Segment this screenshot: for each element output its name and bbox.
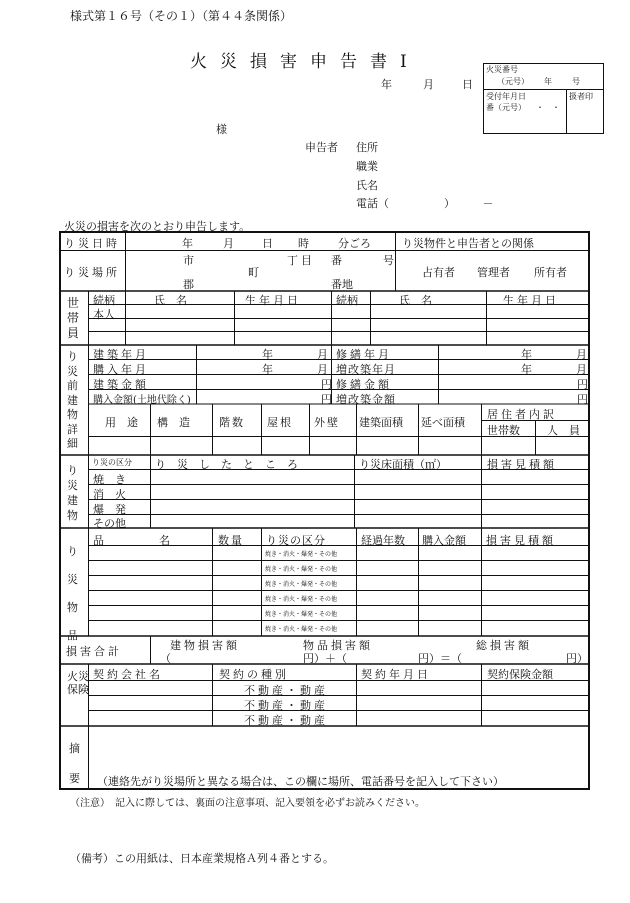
- type-extinguish: 消 火: [93, 488, 126, 501]
- type-other: その他: [93, 517, 126, 530]
- damage-type-header: り災の区分: [92, 458, 132, 467]
- goods-category-option: 焼き・消火・爆発・その他: [265, 596, 338, 603]
- damaged-goods-label: り災物品: [67, 545, 78, 642]
- goods-category-option: 焼き・消火・爆発・その他: [265, 566, 338, 573]
- goods-category-option: 焼き・消火・爆発・その他: [265, 611, 338, 618]
- place-go: 号: [383, 254, 394, 267]
- extension-cost-label: 増改築金額: [336, 393, 396, 406]
- type-explosion: 爆 発: [93, 503, 126, 516]
- remarks-note: （連絡先がり災場所と異なる場合は、この欄に場所、電話番号を記入して下さい）: [97, 775, 504, 788]
- owner-option: 所有者: [534, 266, 567, 279]
- purchase-cost-label: 購入金額(土地代除く): [93, 395, 191, 406]
- manager-option: 管理者: [477, 266, 510, 279]
- fire-number-era: （元号）: [497, 77, 529, 86]
- addressee-label: 様: [216, 123, 227, 136]
- reporter-name-label: 氏名: [356, 179, 378, 192]
- extension-year-label: 増改築年月: [336, 363, 396, 376]
- place-banchi: 番地: [331, 278, 353, 291]
- structure-header: 構 造: [157, 416, 190, 429]
- repair-cost-unit: 円: [577, 378, 588, 391]
- reporter-label: 申告者: [305, 141, 338, 154]
- building-cost-unit: 円: [321, 378, 332, 391]
- insurance-label-text: 火災保険: [67, 670, 89, 696]
- insurance-type-header: 契約の種別: [219, 668, 289, 681]
- total-overall-label: 総損害額: [476, 639, 532, 652]
- residents-header: 居住者内訳: [487, 408, 557, 421]
- relation-label: り災物件と申告者との関係: [402, 237, 534, 250]
- purchase-year-label: 購入年月: [93, 363, 149, 376]
- remarks-label-bottom: 要: [69, 772, 80, 785]
- received-era-label: 番（元号）: [486, 103, 526, 112]
- place-town: 町: [248, 266, 259, 279]
- damage-place-header: り 災 し た と こ ろ: [155, 458, 298, 471]
- date-day-label: 日: [462, 78, 473, 91]
- datetime-hour: 時: [298, 237, 309, 250]
- repair-year-label: 修繕年月: [336, 348, 392, 361]
- household-label: 世帯員: [67, 296, 80, 340]
- purchase-year-unit: 年 月: [262, 363, 328, 376]
- footnote: （備考）この用紙は、日本産業規格Ａ列４番とする。: [70, 852, 334, 865]
- datetime-month: 月: [223, 237, 234, 250]
- goods-age-header: 経過年数: [361, 534, 405, 547]
- intro-text: 火災の損害を次のとおり申告します。: [64, 220, 251, 233]
- fire-number-no: 号: [572, 77, 580, 86]
- goods-category-option: 焼き・消火・爆発・その他: [265, 551, 338, 558]
- insurance-amount-header: 契約保険金額: [487, 668, 553, 681]
- reporter-phone-label: 電話（ ） －: [356, 197, 494, 210]
- building-area-header: 建築面積: [359, 416, 403, 429]
- place-ban: 番: [331, 254, 342, 267]
- insurance-company-header: 契約会社名: [93, 668, 163, 681]
- household-col-birth: 生年月日: [245, 294, 301, 307]
- datetime-year: 年: [182, 237, 193, 250]
- household-col-name-2: 氏 名: [399, 294, 432, 307]
- goods-purchase-header: 購入金額: [422, 534, 466, 547]
- household-col-rel: 続柄: [93, 294, 115, 307]
- place-city: 市: [183, 254, 194, 267]
- handler-seal-label: 扱者印: [569, 92, 593, 101]
- purchase-cost-unit: 円: [321, 393, 332, 406]
- household-col-birth-2: 生年月日: [503, 294, 559, 307]
- insurance-label: [67, 670, 91, 696]
- type-burn: 焼 き: [93, 473, 126, 486]
- total-formula-c: 円）: [566, 652, 588, 665]
- received-date-label: 受付年月日: [486, 92, 526, 101]
- household-col-rel-2: 続柄: [336, 294, 358, 307]
- insurance-type-option: 不動産・動産: [244, 714, 328, 727]
- floors-header: 階数: [219, 416, 245, 429]
- total-formula-a: （ 円）＋（: [160, 652, 347, 665]
- datetime-label: り災日時: [64, 237, 120, 250]
- goods-category-option: 焼き・消火・爆発・その他: [265, 581, 338, 588]
- date-month-label: 月: [423, 78, 434, 91]
- place-chome: 丁目: [287, 254, 315, 267]
- goods-estimate-header: 損害見積額: [486, 534, 556, 547]
- received-date-dots: ・ ・: [536, 103, 560, 112]
- occupant-option: 占有者: [422, 266, 455, 279]
- insurance-type-option: 不動産・動産: [244, 699, 328, 712]
- datetime-minute: 分ごろ: [338, 237, 371, 250]
- caution-note: （注意） 記入に際しては、裏面の注意事項、記入要領を必ずお読みください。: [70, 798, 425, 809]
- reporter-address-label: 住所: [356, 141, 378, 154]
- damage-area-header: り災床面積（㎡）: [359, 458, 447, 471]
- datetime-day: 日: [262, 237, 273, 250]
- roof-header: 屋根: [267, 416, 293, 429]
- total-goods-label: 物品損害額: [303, 639, 373, 652]
- place-label: り災場所: [64, 266, 120, 279]
- place-gun: 郡: [183, 278, 194, 291]
- insurance-type-option: 不動産・動産: [244, 684, 328, 697]
- date-year-label: 年: [381, 78, 392, 91]
- floor-area-header: 延べ面積: [421, 416, 465, 429]
- remarks-label-top: 摘: [69, 742, 80, 755]
- fire-number-label: 火災番号: [486, 65, 518, 74]
- household-col-name: 氏 名: [154, 294, 187, 307]
- form-number: 様式第１６号（その１）（第４４条関係）: [70, 9, 293, 23]
- total-label: 損害合計: [66, 645, 122, 658]
- building-details-label: り災前建物詳細: [67, 350, 78, 450]
- extension-cost-unit: 円: [577, 393, 588, 406]
- total-formula-b: 円）＝（: [418, 652, 462, 665]
- total-building-label: 建物損害額: [170, 639, 240, 652]
- use-header: 用 途: [105, 416, 138, 429]
- goods-qty-header: 数量: [218, 534, 244, 547]
- goods-category-header: り災の区分: [266, 534, 326, 547]
- persons-header: 人 員: [547, 424, 580, 437]
- extension-year-unit: 年 月: [521, 363, 587, 376]
- building-year-unit: 年 月: [262, 348, 328, 361]
- fire-number-year: 年: [544, 77, 552, 86]
- wall-header: 外壁: [314, 416, 340, 429]
- households-header: 世帯数: [487, 424, 520, 437]
- building-year-label: 建築年月: [93, 348, 149, 361]
- reporter-occupation-label: 職業: [356, 160, 378, 173]
- building-cost-label: 建築金額: [93, 378, 149, 391]
- repair-year-unit: 年 月: [521, 348, 587, 361]
- damaged-building-label: り災建物: [67, 464, 78, 522]
- goods-category-option: 焼き・消火・爆発・その他: [265, 626, 338, 633]
- repair-cost-label: 修繕金額: [336, 378, 392, 391]
- page-title: 火災損害申告書Ⅰ: [190, 52, 420, 72]
- damage-estimate-header: 損害見積額: [487, 458, 557, 471]
- goods-name-header: 品 名: [93, 534, 170, 547]
- insurance-date-header: 契約年月日: [361, 668, 431, 681]
- household-self: 本人: [93, 308, 115, 321]
